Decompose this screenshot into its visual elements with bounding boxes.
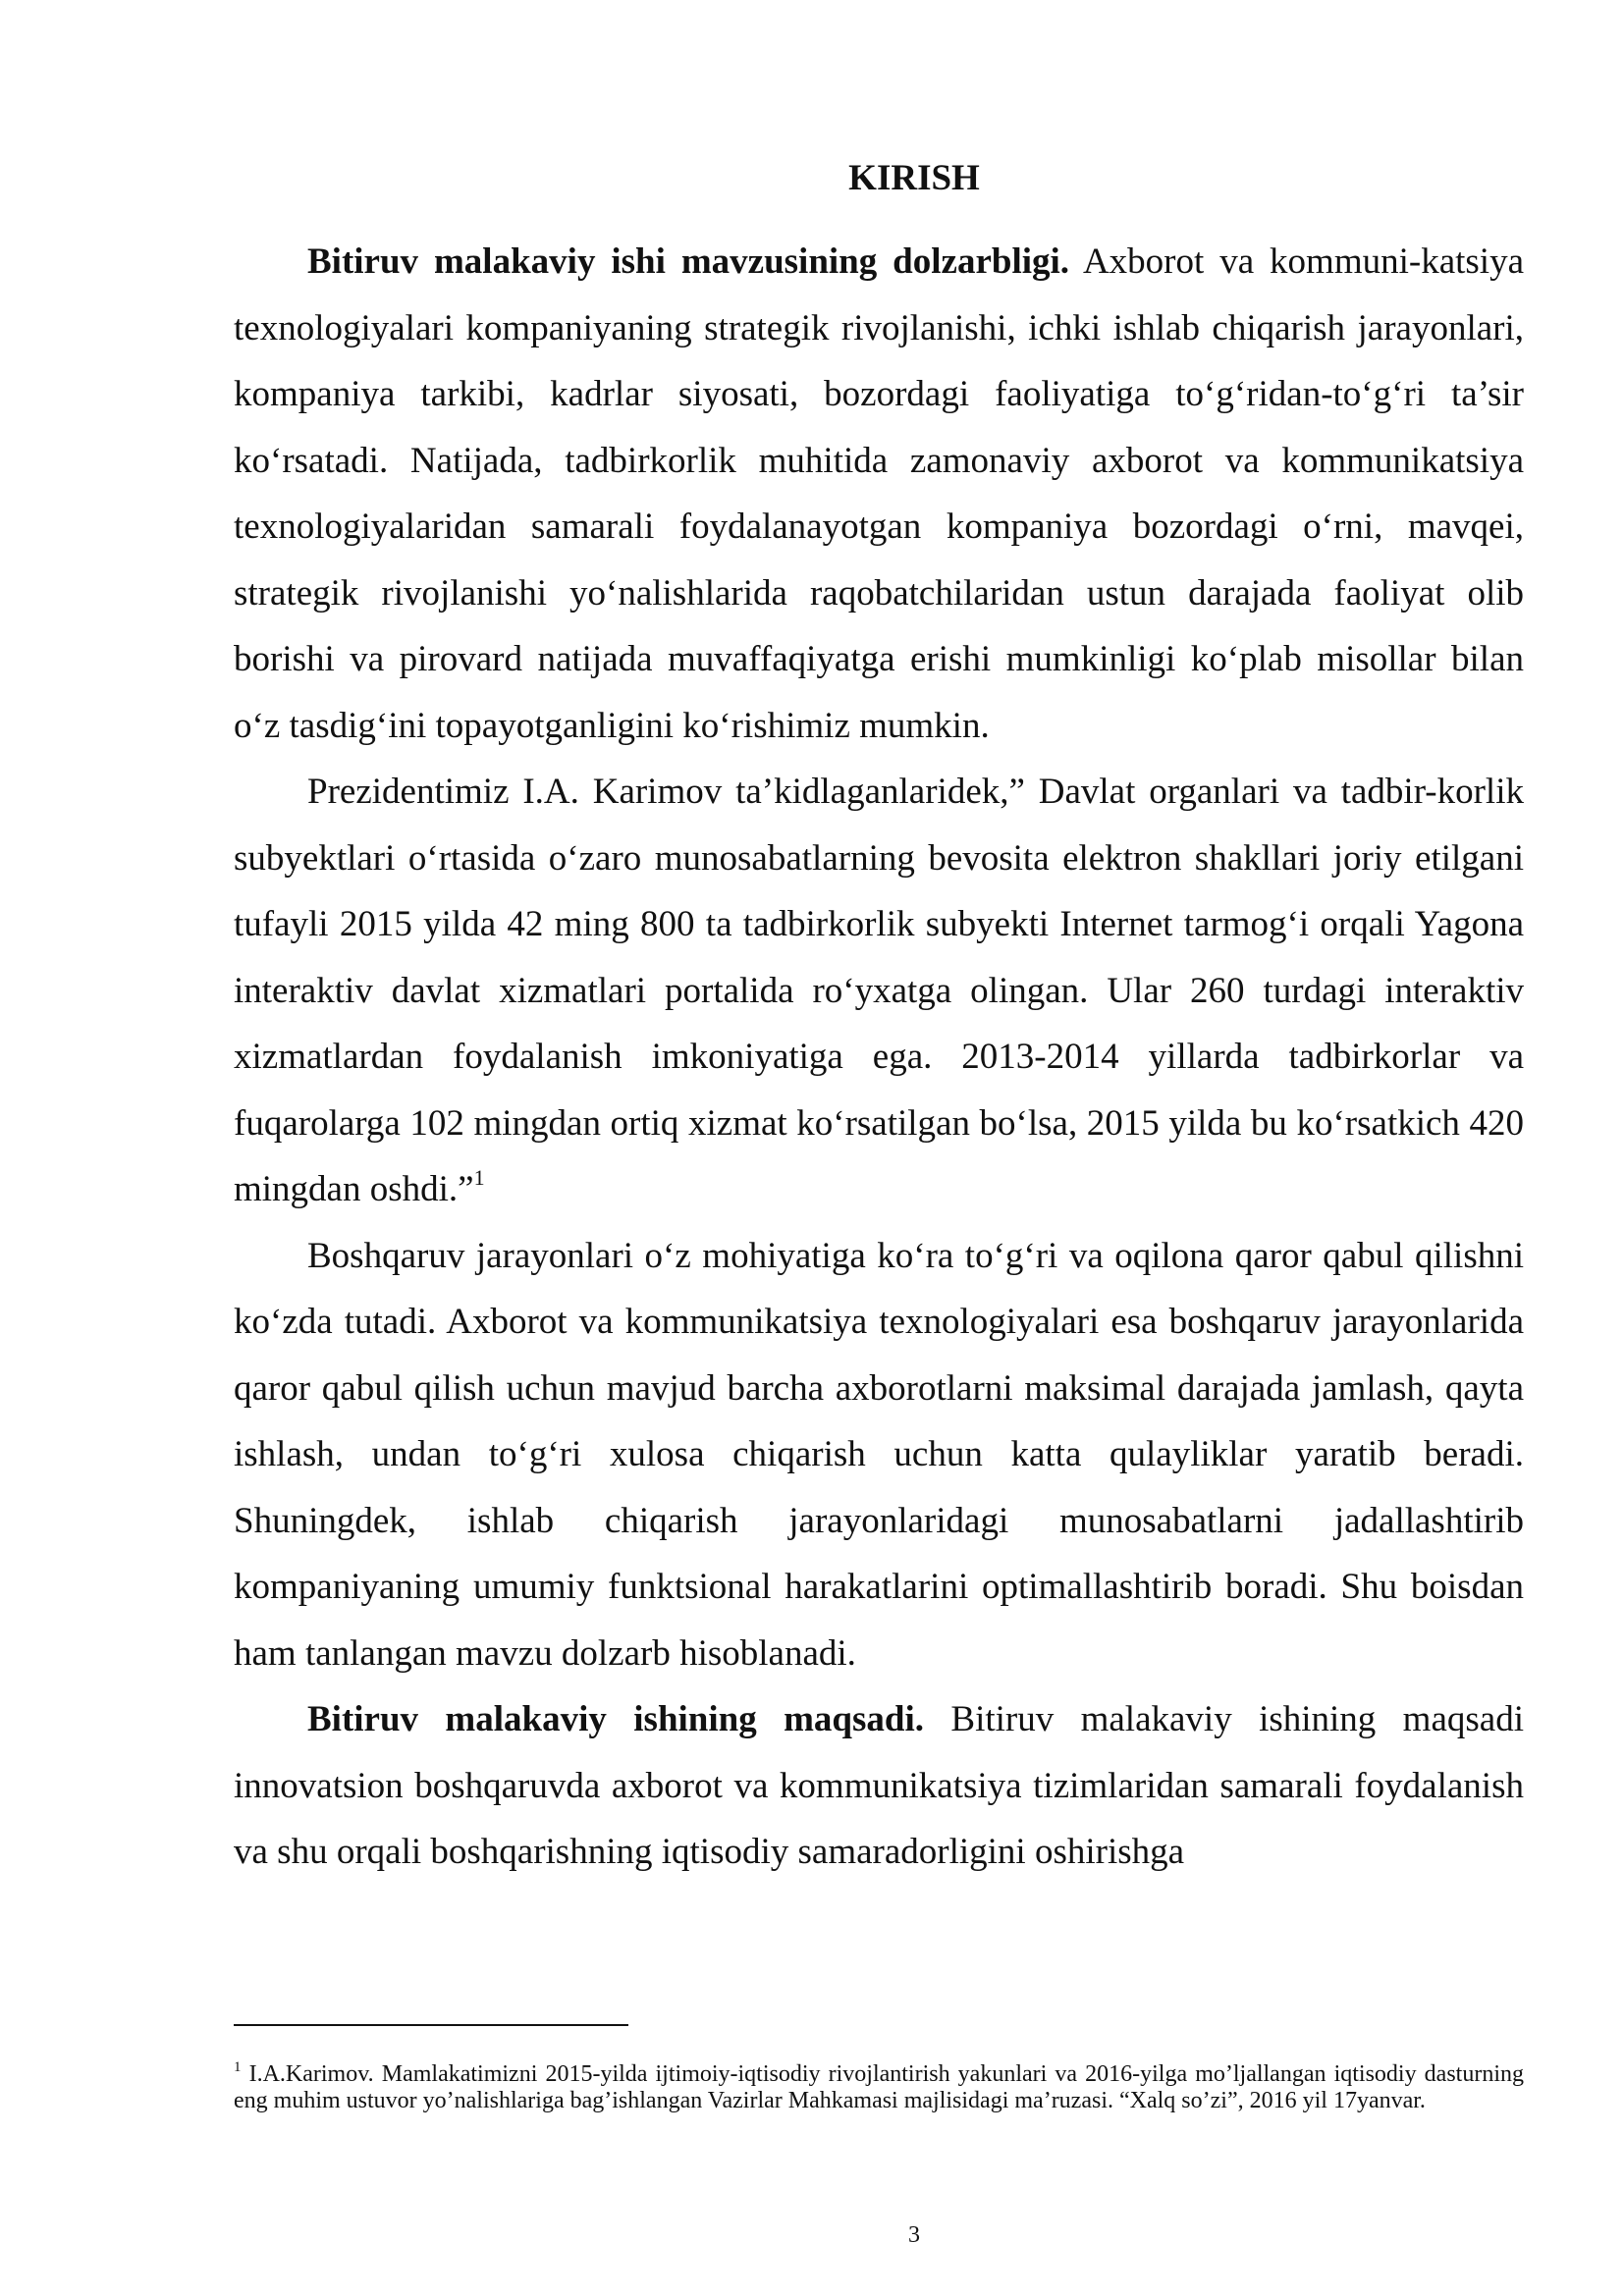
footnote-mark: 1 (234, 2059, 242, 2075)
page-number: 3 (908, 2222, 920, 2248)
paragraph-text: Axborot va kommuni-katsiya texnologiyalari kompaniyaning strategik rivojlanishi, ichki ishlab chiqarish jarayonlari, kompaniya tarkibi, kadrlar siyosati, bozordagi faoliyatiga to‘g‘ridan-to‘g‘ri ta’sir ko‘rsatadi. Natijada, tadbirkorlik muhitida zamonaviy axborot va kommunikatsiya texnologiyalaridan samarali foydalanayotgan kompaniya bozordagi o‘rni, mavqei, strategik rivojlanishi yo‘nalishlarida raqobatchilaridan ustun darajada faoliyat olib borishi va pirovard natijada muvaffaqiyatga erishi mumkinligi ko‘plab misollar bilan o‘z tasdig‘ini topayotganligini ko‘rishimiz mumkin. (234, 241, 1525, 746)
footnote-text: I.A.Karimov. Mamlakatimizni 2015-yilda ijtimoiy-iqtisodiy rivojlantirish yakunlari va 2016-yilga mo’ljallangan iqtisodiy dasturning eng muhim ustuvor yo’nalishlariga bag’ishlangan Vazirlar Mahkamasi majlisidagi ma’ruzasi. “Xalq so’zi”, 2016 yil 17yanvar. (234, 2061, 1524, 2113)
paragraph-text: Bitiruv malakaviy ishining maqsadi innovatsion boshqaruvda axborot va kommunikatsiya tizimlaridan samarali foydalanish va shu orqali boshqarishning iqtisodiy samaradorligini oshirishga (234, 1699, 1524, 1872)
footnote (234, 2061, 1524, 2114)
footnote-divider (234, 2024, 628, 2026)
paragraph-heading-relevance: Bitiruv malakaviy ishi mavzusining dolzarbligi. (307, 241, 1070, 282)
paragraph-relevance (234, 229, 1524, 759)
paragraph-heading-goal: Bitiruv malakaviy ishining maqsadi. (307, 1699, 925, 1739)
paragraph-goal (234, 1686, 1524, 1886)
body-text (234, 229, 1524, 1886)
paragraph-quote (234, 759, 1524, 1223)
paragraph-text: Boshqaruv jarayonlari o‘z mohiyatiga ko‘ra to‘g‘ri va oqilona qaror qabul qilishni ko‘zda tutadi. Axborot va kommunikatsiya texnologiyalari esa boshqaruv jarayonlarida qaror qabul qilish uchun mavjud barcha axborotlarni maksimal darajada jamlash, qayta ishlash, undan to‘g‘ri xulosa chiqarish uchun katta qulayliklar yaratib beradi. Shuningdek, ishlab chiqarish jarayonlaridagi munosabatlarni jadallashtirib kompaniyaning umumiy funktsional harakatlarini optimallashtirib boradi. Shu boisdan ham tanlangan mavzu dolzarb hisoblanadi. (234, 1235, 1524, 1674)
paragraph-text: Prezidentimiz I.A. Karimov ta’kidlaganlaridek,” Davlat organlari va tadbir-korlik subyektlari o‘rtasida o‘zaro munosabatlarning bevosita elektron shakllari joriy etilgani tufayli 2015 yilda 42 ming 800 ta tadbirkorlik subyekti Internet tarmog‘i orqali Yagona interaktiv davlat xizmatlari portalida ro‘yxatga olingan. Ular 260 turdagi interaktiv xizmatlardan foydalanish imkoniyatiga ega. 2013-2014 yillarda tadbirkorlar va fuqarolarga 102 mingdan ortiq xizmat ko‘rsatilgan bo‘lsa, 2015 yilda bu ko‘rsatkich 420 mingdan oshdi.” (234, 772, 1524, 1209)
paragraph-management (234, 1223, 1524, 1687)
page-title: KIRISH (848, 158, 980, 198)
footnote-reference[interactable]: 1 (473, 1165, 485, 1190)
